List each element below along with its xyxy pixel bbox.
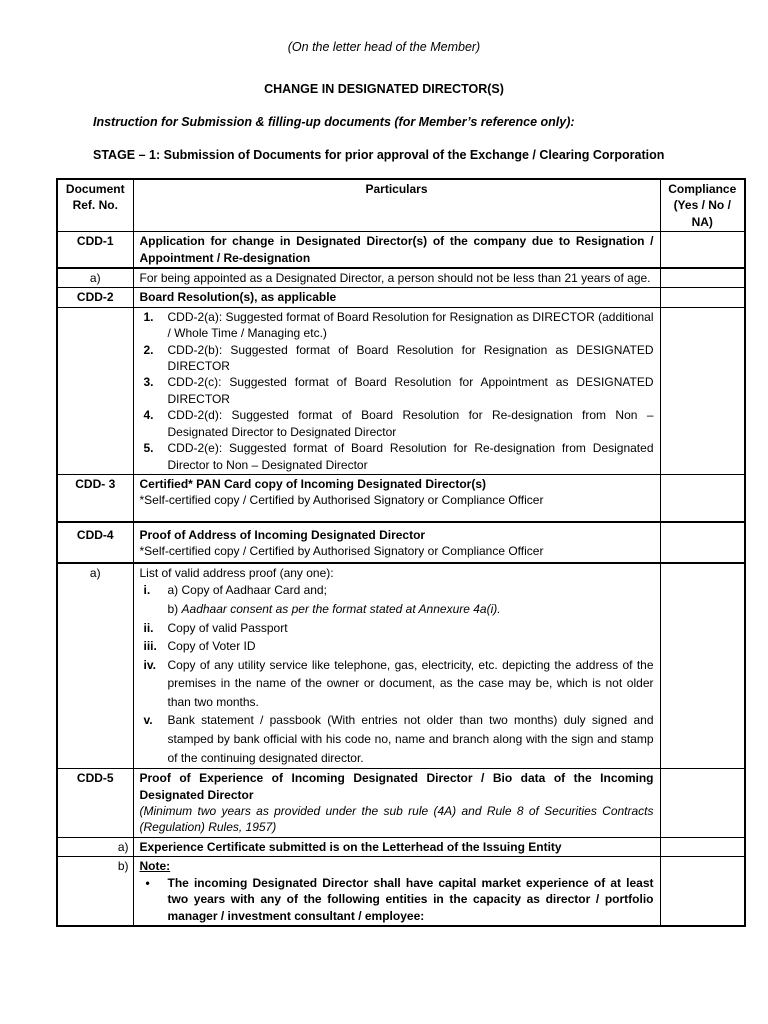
experience-proof-label: Proof of Experience of Incoming Designated Director / Bio data of the Incoming Designated Director <box>139 771 654 802</box>
ref-cell: CDD-4 <box>57 522 133 563</box>
list-item: ii. Copy of valid Passport <box>143 620 288 635</box>
compliance-cell[interactable] <box>660 769 745 838</box>
address-proof-list <box>140 581 654 767</box>
experience-rule-note: (Minimum two years as provided under the sub rule (4A) and Rule 8 of Securities Contracts (Regulation) Rules, 1957) <box>139 804 654 835</box>
note-label: Note: <box>139 859 171 874</box>
list-item: v. Bank statement / passbook (With entries not older than two months) duly signed and stamped by bank official with his code no, name and branch along with the sign and stamp of the continuing designated director. <box>143 713 654 765</box>
table-row <box>57 769 745 838</box>
address-proof-label: Proof of Address of Incoming Designated Director <box>139 527 426 542</box>
list-item: 4. CDD-2(d): Suggested format of Board Resolution for Re-designation from Non – Designated Director to Designated Director <box>143 408 654 439</box>
pan-card-label: Certified* PAN Card copy of Incoming Designated Director(s) <box>139 476 486 491</box>
compliance-cell[interactable] <box>660 563 745 769</box>
table-row <box>57 268 745 288</box>
particulars-cell <box>133 857 660 926</box>
letterhead-note: (On the letter head of the Member) <box>287 40 481 54</box>
particulars-cell <box>133 563 660 769</box>
table-row <box>57 474 745 522</box>
particulars-cell: Application for change in Designated Director(s) of the company due to Resignation / Appointment / Re-designation <box>133 232 660 268</box>
compliance-cell[interactable] <box>660 474 745 522</box>
particulars-cell <box>133 474 660 522</box>
instruction-heading: Instruction for Submission & filling-up documents (for Member’s reference only): <box>93 115 575 129</box>
table-row <box>57 288 745 307</box>
ref-cell <box>57 307 133 474</box>
table-row <box>57 837 745 856</box>
table-row <box>57 563 745 769</box>
ref-cell: CDD-1 <box>57 232 133 268</box>
resolution-format-list <box>140 309 654 473</box>
particulars-cell: Experience Certificate submitted is on the Letterhead of the Issuing Entity <box>133 837 660 856</box>
ref-cell: a) <box>57 563 133 769</box>
compliance-cell[interactable] <box>660 837 745 856</box>
table-header-row <box>57 179 745 232</box>
list-item: 5. CDD-2(e): Suggested format of Board Resolution for Re-designation from Designated Director to Non – Designated Director <box>143 441 654 472</box>
list-item: 1. CDD-2(a): Suggested format of Board Resolution for Resignation as DIRECTOR (additional / Whole Time / Managing etc.) <box>143 309 654 341</box>
ref-cell: CDD- 3 <box>57 474 133 522</box>
address-proof-intro: List of valid address proof (any one): <box>139 565 334 580</box>
particulars-cell: Board Resolution(s), as applicable <box>133 288 660 307</box>
ref-cell: b) <box>57 857 133 926</box>
particulars-cell <box>133 307 660 474</box>
experience-note-list <box>140 875 654 924</box>
particulars-cell: For being appointed as a Designated Director, a person should not be less than 21 years of age. <box>133 268 660 288</box>
list-item: i. a) Copy of Aadhaar Card and; b) Aadhaar consent as per the format stated at Annexure 4a(i). <box>143 583 501 616</box>
ref-cell: CDD-5 <box>57 769 133 838</box>
particulars-cell <box>133 769 660 838</box>
list-item: 3. CDD-2(c): Suggested format of Board Resolution for Appointment as DESIGNATED DIRECTOR <box>143 375 654 406</box>
table-row <box>57 307 745 474</box>
header-compliance: Compliance (Yes / No / NA) <box>660 179 745 232</box>
ref-cell: a) <box>57 268 133 288</box>
list-item: • The incoming Designated Director shall have capital market experience of at least two years with any of the following entities in the capacity as director / portfolio manager / investment consultant / employee: <box>145 875 654 923</box>
list-item: iii. Copy of Voter ID <box>143 639 256 654</box>
compliance-cell[interactable] <box>660 857 745 926</box>
list-item: 2. CDD-2(b): Suggested format of Board Resolution for Resignation as DESIGNATED DIRECTOR <box>143 342 654 374</box>
ref-cell: CDD-2 <box>57 288 133 307</box>
compliance-cell[interactable] <box>660 268 745 288</box>
stage-heading: STAGE – 1: Submission of Documents for prior approval of the Exchange / Clearing Corporation <box>93 148 665 162</box>
particulars-cell <box>133 522 660 563</box>
table-row <box>57 522 745 563</box>
ref-cell: a) <box>57 837 133 856</box>
certification-note: *Self-certified copy / Certified by Authorised Signatory or Compliance Officer <box>139 544 544 559</box>
header-particulars: Particulars <box>133 179 660 232</box>
certification-note: *Self-certified copy / Certified by Authorised Signatory or Compliance Officer <box>139 493 544 508</box>
list-item: iv. Copy of any utility service like telephone, gas, electricity, etc. depicting the address of the premises in the name of the owner or document, as the case may be, which is not older than two months. <box>143 657 654 709</box>
compliance-cell[interactable] <box>660 232 745 268</box>
documents-table <box>56 178 746 927</box>
compliance-cell[interactable] <box>660 307 745 474</box>
table-row <box>57 232 745 268</box>
table-row <box>57 857 745 926</box>
compliance-cell[interactable] <box>660 288 745 307</box>
header-ref: Document Ref. No. <box>57 179 133 232</box>
document-title: CHANGE IN DESIGNATED DIRECTOR(S) <box>264 82 504 96</box>
compliance-cell[interactable] <box>660 522 745 563</box>
